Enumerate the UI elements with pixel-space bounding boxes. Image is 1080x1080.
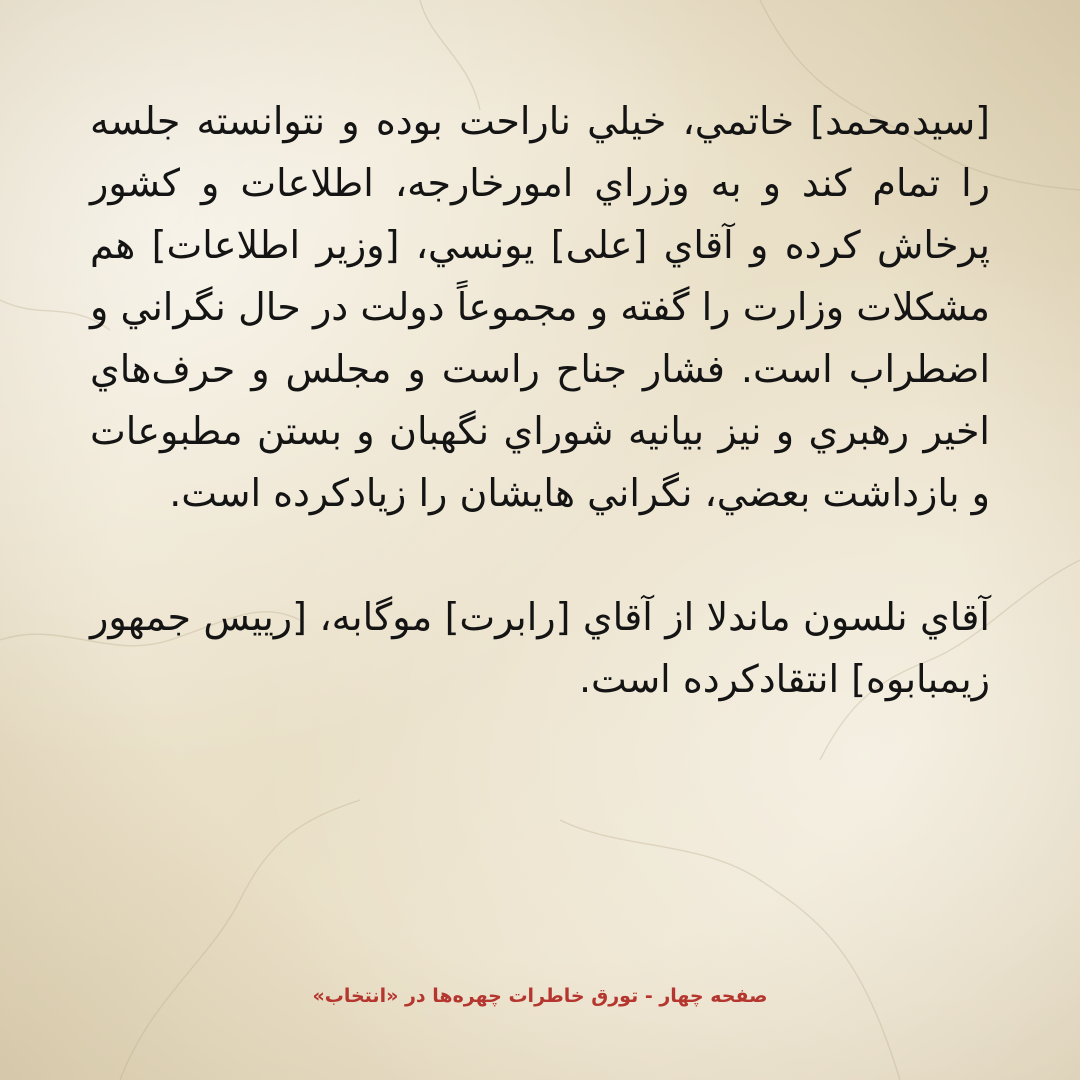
document-body [90, 90, 990, 710]
paragraph-2: آقاي نلسون ماندلا از آقاي [رابرت] موگابه، [رییس جمهور زیمبابوه] انتقادکرده است. [90, 595, 990, 701]
page-footer: صفحه چهار - تورق خاطرات چهره‌ها در «انتخاب» [312, 985, 768, 1007]
paragraph-1: [سیدمحمد] خاتمي، خیلي ناراحت بوده و نتوانسته جلسه را تمام کند و به وزراي امورخارجه، اطلاعات و کشور پرخاش کرده و آقاي [علی] یونسي، [وزیر اطلاعات] هم مشکلات وزارت را گفته و مجموعاً دولت در حال نگراني و اضطراب است. فشار جناح راست و مجلس و حرف‌هاي اخیر رهبري و نیز بیانیه شوراي نگهبان و بستن مطبوعات و بازداشت بعضي، نگراني هایشان را زیادکرده است. [90, 99, 990, 515]
